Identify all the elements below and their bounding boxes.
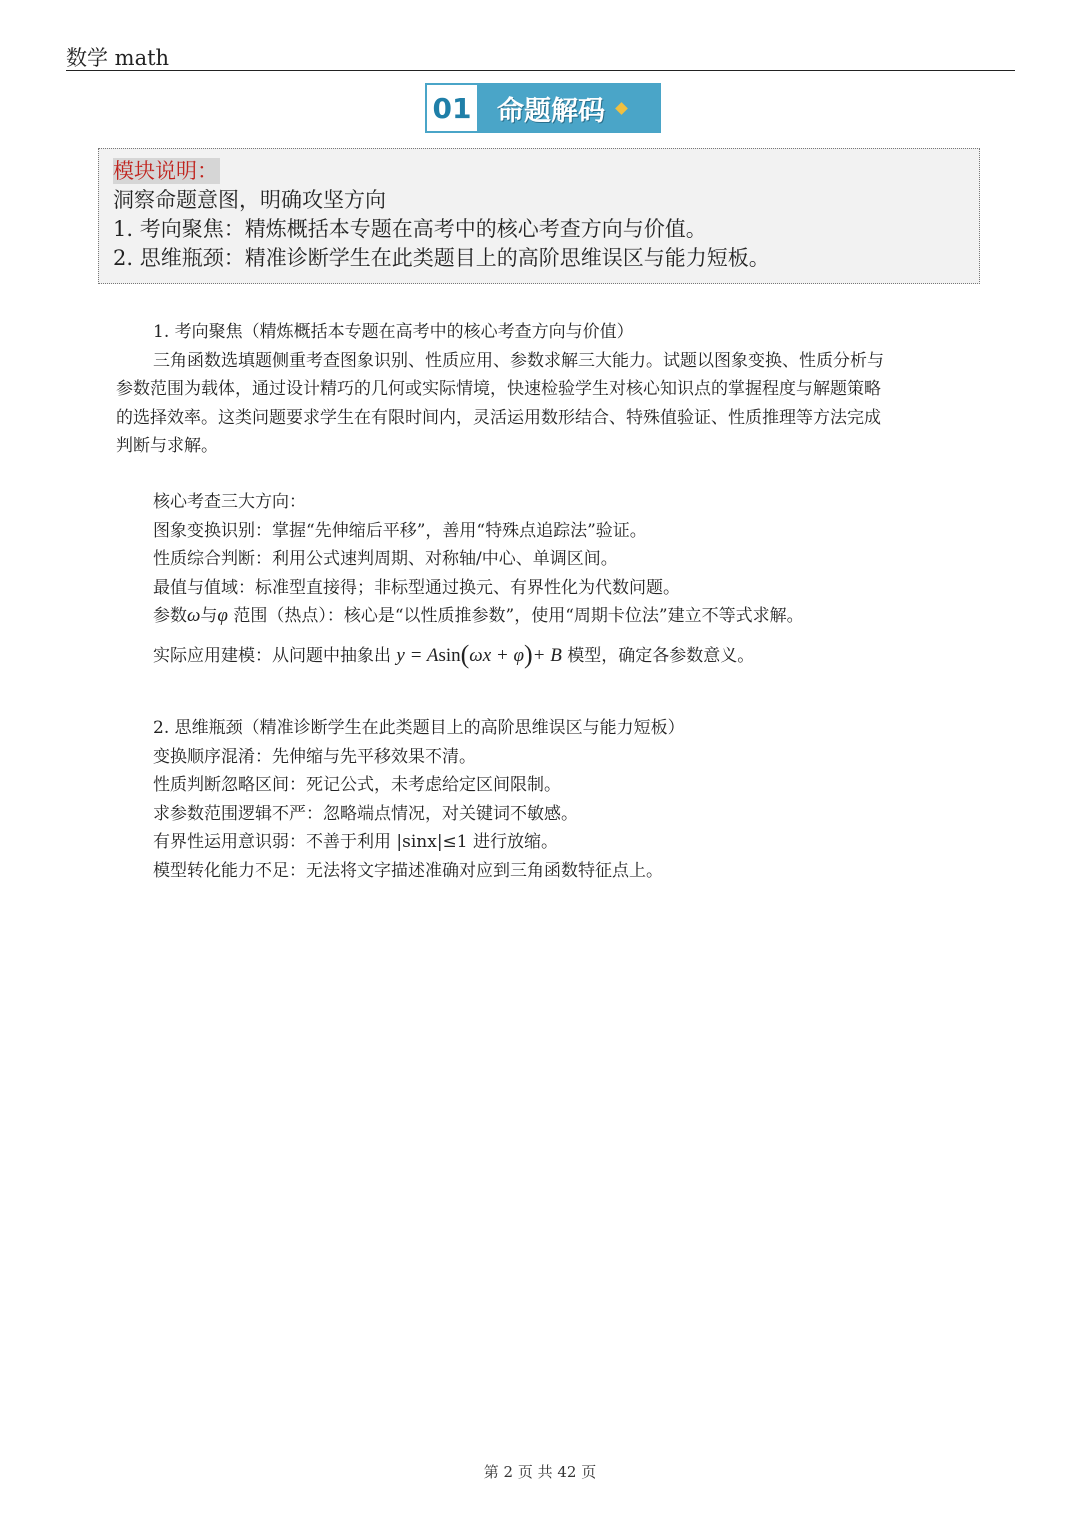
section2-title: 2. 思维瓶颈（精准诊断学生在此类题目上的高阶思维误区与能力短板） xyxy=(153,718,685,738)
formula-right: + B xyxy=(532,644,562,666)
phi-symbol: φ xyxy=(217,605,228,626)
module-description-box xyxy=(98,148,980,284)
bottleneck-item: 性质判断忽略区间：死记公式，未考虑给定区间限制。 xyxy=(153,775,561,795)
section-label: 命题解码 xyxy=(497,95,605,127)
diamond-icon xyxy=(615,102,628,115)
header-rule xyxy=(66,70,1015,71)
page-number-footer: 第 2 页 共 42 页 xyxy=(483,1463,597,1481)
section1 xyxy=(116,318,976,461)
formula-sin: sin xyxy=(438,644,461,666)
section-badge xyxy=(425,83,661,133)
direction-item: 性质综合判断：利用公式速判周期、对称轴/中心、单调区间。 xyxy=(153,549,618,569)
section2 xyxy=(116,714,976,885)
section-number: 01 xyxy=(425,83,479,133)
bottleneck-item: 变换顺序混淆：先伸缩与先平移效果不清。 xyxy=(153,746,476,767)
right-paren-icon: ) xyxy=(523,639,533,669)
module-line: 2. 思维瓶颈：精准诊断学生在此类题目上的高阶思维误区与能力短板。 xyxy=(113,246,770,270)
directions-title: 核心考查三大方向： xyxy=(153,492,306,512)
direction-item: 图象变换识别：掌握“先伸缩后平移”，善用“特殊点追踪法”验证。 xyxy=(153,520,647,541)
model-prefix: 实际应用建模：从问题中抽象出 xyxy=(153,645,397,666)
section1-paragraph-line: 判断与求解。 xyxy=(116,436,218,456)
formula-inner: ωx + φ xyxy=(469,644,524,666)
module-heading: 模块说明： xyxy=(113,159,218,183)
model-formula xyxy=(396,639,562,669)
model-suffix: 模型，确定各参数意义。 xyxy=(561,645,755,666)
param-suffix: 范围（热点）：核心是“以性质推参数”，使用“周期卡位法”建立不等式求解。 xyxy=(227,606,804,626)
section1-paragraph-line: 参数范围为载体，通过设计精巧的几何或实际情境，快速检验学生对核心知识点的掌握程度与解题策略 xyxy=(116,379,881,399)
param-and: 与 xyxy=(200,606,218,626)
model-line xyxy=(116,641,976,671)
module-line: 1. 考向聚焦：精炼概括本专题在高考中的核心考查方向与价值。 xyxy=(113,217,707,241)
formula-left: y = A xyxy=(396,644,439,666)
section-label-box xyxy=(479,83,661,133)
section1-title: 1. 考向聚焦（精炼概括本专题在高考中的核心考查方向与价值） xyxy=(153,322,634,342)
left-paren-icon: ( xyxy=(460,639,470,669)
bottleneck-item: 模型转化能力不足：无法将文字描述准确对应到三角函数特征点上。 xyxy=(153,860,663,881)
page-header-title: 数学 math xyxy=(66,46,170,70)
param-range-line xyxy=(116,602,976,631)
section1-paragraph-line: 的选择效率。这类问题要求学生在有限时间内，灵活运用数形结合、特殊值验证、性质推理等方法完成 xyxy=(116,407,881,428)
module-line: 洞察命题意图，明确攻坚方向 xyxy=(113,188,386,212)
omega-symbol: ω xyxy=(187,605,201,626)
bottleneck-item: 求参数范围逻辑不严：忽略端点情况，对关键词不敏感。 xyxy=(153,803,578,824)
core-directions xyxy=(116,488,976,670)
param-prefix: 参数 xyxy=(153,606,187,626)
direction-item: 最值与值域：标准型直接得；非标型通过换元、有界性化为代数问题。 xyxy=(153,577,680,598)
bottleneck-item: 有界性运用意识弱：不善于利用 |sinx|≤1 进行放缩。 xyxy=(153,832,559,852)
section1-paragraph-line: 三角函数选填题侧重考查图象识别、性质应用、参数求解三大能力。试题以图象变换、性质分析与 xyxy=(153,350,884,371)
